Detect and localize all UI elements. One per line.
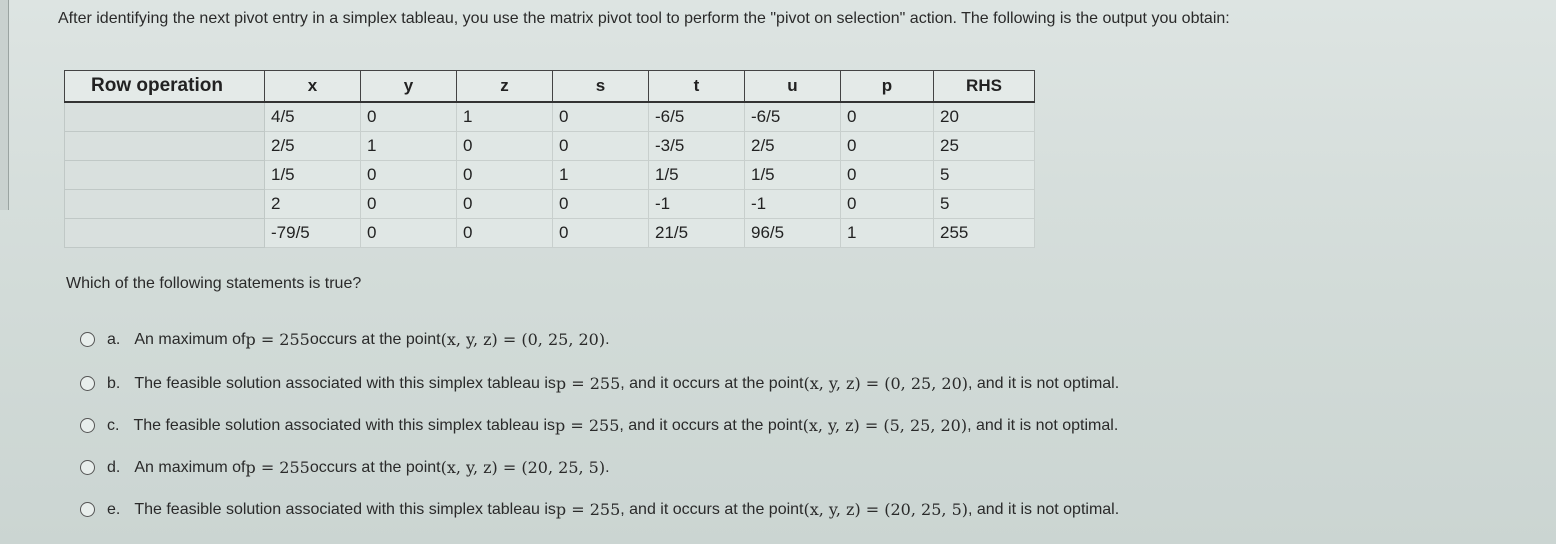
table-cell-z: 0 <box>457 190 553 219</box>
table-cell-t: 1/5 <box>649 161 745 190</box>
table-cell-s: 0 <box>553 132 649 161</box>
table-cell-s: 0 <box>553 219 649 248</box>
table-cell-t: -6/5 <box>649 102 745 132</box>
table-cell-z: 0 <box>457 161 553 190</box>
option-text-post: . <box>605 330 610 348</box>
header-s: s <box>553 71 649 103</box>
left-panel-edge <box>0 0 9 210</box>
table-cell-p: 0 <box>841 102 934 132</box>
option-letter: e. <box>107 500 121 518</box>
radio-button[interactable] <box>80 418 95 433</box>
option-math-point: (x, y, z) = (0, 25, 20) <box>803 374 968 393</box>
option-letter: d. <box>107 458 121 476</box>
header-p: p <box>841 71 934 103</box>
table-cell-s: 1 <box>553 161 649 190</box>
header-row-operation: Row operation <box>65 71 265 103</box>
header-y: y <box>361 71 457 103</box>
table-cell-t: 21/5 <box>649 219 745 248</box>
table-cell-s: 0 <box>553 102 649 132</box>
option-text-mid: , and it occurs at the point <box>620 500 804 518</box>
table-cell-x: 2/5 <box>265 132 361 161</box>
option-math-p: p = 255 <box>245 330 310 349</box>
header-u: u <box>745 71 841 103</box>
table-cell-rhs: 20 <box>934 102 1035 132</box>
table-cell-s: 0 <box>553 190 649 219</box>
radio-button[interactable] <box>80 460 95 475</box>
option-d[interactable] <box>80 458 610 477</box>
option-math-point: (x, y, z) = (20, 25, 5) <box>440 458 606 477</box>
table-cell-y: 0 <box>361 190 457 219</box>
header-z: z <box>457 71 553 103</box>
header-rhs: RHS <box>934 71 1035 103</box>
option-math-p: p = 255 <box>555 500 621 519</box>
option-text-mid: , and it occurs at the point <box>620 374 804 392</box>
option-letter: b. <box>107 374 121 392</box>
table-cell-rhs: 25 <box>934 132 1035 161</box>
table-cell-p: 0 <box>841 132 934 161</box>
table-cell-u: 2/5 <box>745 132 841 161</box>
header-t: t <box>649 71 745 103</box>
option-letter: a. <box>107 330 121 348</box>
option-text-post: , and it is not optimal. <box>967 374 1120 392</box>
table-cell-p: 0 <box>841 190 934 219</box>
table-header-row <box>65 71 1035 103</box>
table-cell-y: 0 <box>361 161 457 190</box>
option-math-point: (x, y, z) = (20, 25, 5) <box>803 500 968 519</box>
option-text-post: , and it is not optimal. <box>967 500 1120 518</box>
option-letter: c. <box>107 416 120 434</box>
option-e[interactable] <box>80 500 1119 519</box>
option-math-p: p = 255 <box>555 416 620 435</box>
table-cell-y: 0 <box>361 102 457 132</box>
table-cell-t: -3/5 <box>649 132 745 161</box>
table-cell-x: -79/5 <box>265 219 361 248</box>
table-cell-y: 1 <box>361 132 457 161</box>
simplex-tableau <box>64 70 1035 248</box>
table-cell-t: -1 <box>649 190 745 219</box>
option-math-point: (x, y, z) = (0, 25, 20) <box>440 330 606 349</box>
table-row <box>65 102 1035 132</box>
question-text: After identifying the next pivot entry in a simplex tableau, you use the matrix pivot tool to perform the "pivot on selection" action. The following is the output you obtain: <box>58 10 1230 27</box>
table-cell-u: 96/5 <box>745 219 841 248</box>
table-cell-p: 0 <box>841 161 934 190</box>
option-math-point: (x, y, z) = (5, 25, 20) <box>802 416 968 435</box>
row-operation-cell[interactable] <box>65 102 265 132</box>
option-text-post: . <box>605 458 610 476</box>
option-text-mid: occurs at the point <box>309 330 441 348</box>
table-cell-z: 0 <box>457 219 553 248</box>
option-a[interactable] <box>80 330 610 349</box>
row-operation-cell[interactable] <box>65 161 265 190</box>
table-cell-p: 1 <box>841 219 934 248</box>
table-row <box>65 219 1035 248</box>
option-text-pre: The feasible solution associated with this simplex tableau is <box>134 500 556 518</box>
table-cell-x: 4/5 <box>265 102 361 132</box>
option-text-pre: An maximum of <box>134 330 246 348</box>
radio-button[interactable] <box>80 502 95 517</box>
table-row <box>65 190 1035 219</box>
option-text-mid: , and it occurs at the point <box>619 416 803 434</box>
radio-button[interactable] <box>80 376 95 391</box>
row-operation-cell[interactable] <box>65 190 265 219</box>
table-cell-z: 1 <box>457 102 553 132</box>
header-x: x <box>265 71 361 103</box>
option-text-pre: The feasible solution associated with this simplex tableau is <box>133 416 556 434</box>
table-row <box>65 161 1035 190</box>
table-cell-u: -1 <box>745 190 841 219</box>
table-cell-z: 0 <box>457 132 553 161</box>
table-cell-rhs: 5 <box>934 161 1035 190</box>
table-cell-rhs: 255 <box>934 219 1035 248</box>
option-math-p: p = 255 <box>245 458 310 477</box>
table-row <box>65 132 1035 161</box>
table-cell-rhs: 5 <box>934 190 1035 219</box>
table-cell-u: 1/5 <box>745 161 841 190</box>
option-text-pre: An maximum of <box>134 458 246 476</box>
table-cell-x: 2 <box>265 190 361 219</box>
radio-button[interactable] <box>80 332 95 347</box>
option-text-mid: occurs at the point <box>309 458 441 476</box>
row-operation-cell[interactable] <box>65 219 265 248</box>
table-body <box>65 102 1035 248</box>
table-cell-y: 0 <box>361 219 457 248</box>
row-operation-cell[interactable] <box>65 132 265 161</box>
option-text-pre: The feasible solution associated with this simplex tableau is <box>134 374 556 392</box>
option-text-post: , and it is not optimal. <box>967 416 1119 434</box>
option-math-p: p = 255 <box>555 374 621 393</box>
option-c[interactable] <box>80 416 1118 435</box>
table-cell-x: 1/5 <box>265 161 361 190</box>
option-b[interactable] <box>80 374 1119 393</box>
prompt-text: Which of the following statements is true? <box>66 275 362 292</box>
table-cell-u: -6/5 <box>745 102 841 132</box>
